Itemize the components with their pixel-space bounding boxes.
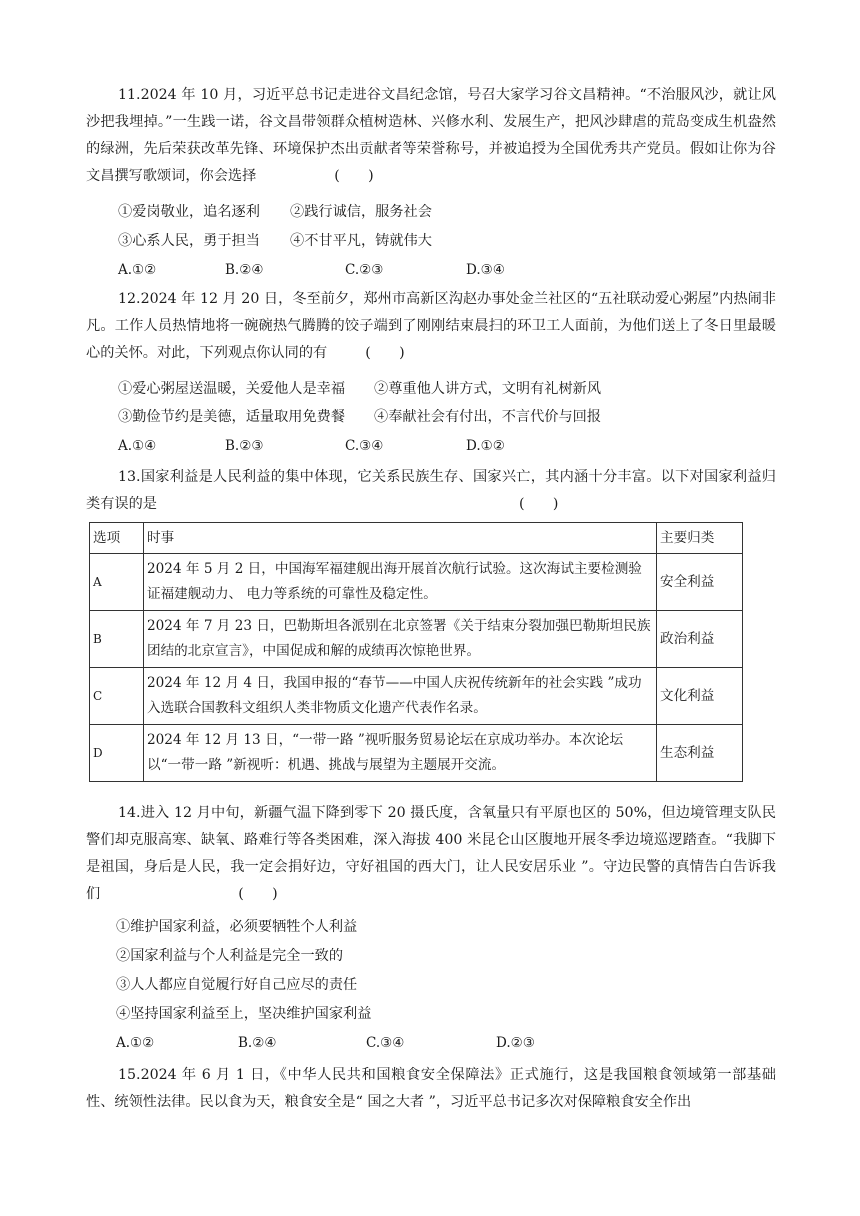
question-11-option-3: ③心系人民，勇于担当 bbox=[118, 233, 260, 249]
question-11-choice-d: D.③④ bbox=[466, 262, 505, 278]
question-14-option-4: ④坚持国家利益至上，坚决维护国家利益 bbox=[116, 1006, 372, 1022]
table-row bbox=[90, 611, 743, 668]
question-12-answer-blank: ( ) bbox=[365, 345, 405, 361]
question-13-stem bbox=[86, 464, 776, 518]
question-15-text: 15.2024 年 6 月 1 日，《中华人民共和国粮食安全保障法》正式施行，这是我国粮食领域第一部基础性、统领性法律。民以食为天，粮食安全是“ 国之大者 ”，习近平总书记多次对保障粮食安全作出 bbox=[86, 1067, 776, 1110]
question-11-text: 11.2024 年 10 月，习近平总书记走进谷文昌纪念馆，号召大家学习谷文昌精神。“不治服风沙，就让风沙把我埋掉。”一生践一诺，谷文昌带领群众植树造林、兴修水利、发展生产，把风沙肆虐的荒岛变成生机盎然的绿洲，先后荣获改革先锋、环境保护杰出贡献者等荣誉称号，并被追授为全国优秀共产党员。假如让你为谷文昌撰写歌颂词，你会选择 bbox=[86, 87, 776, 184]
question-11-answer-blank: ( ) bbox=[334, 168, 374, 184]
question-11-option-4: ④不甘平凡，铸就伟大 bbox=[290, 233, 432, 249]
question-15-stem bbox=[86, 1062, 776, 1116]
table-cell-category: 安全利益 bbox=[657, 554, 743, 611]
question-13-text: 13.国家利益是人民利益的集中体现，它关系民族生存、国家兴亡，其内涵十分丰富。以下对国家利益归类有误的是 bbox=[86, 469, 776, 512]
question-14-stem bbox=[86, 800, 776, 908]
question-12-choice-c: C.③④ bbox=[345, 438, 384, 454]
question-11-choice-b: B.②④ bbox=[225, 262, 264, 278]
question-14-text: 14.进入 12 月中旬，新疆气温下降到零下 20 摄氏度，含氧量只有平原也区的 50%，但边境管理支队民警们却克服高寒、缺氧、路难行等各类困难，深入海拔 400 米昆仑山区腹地开展冬季边境巡逻踏查。“我脚下是祖国，身后是人民，我一定会捐好边，守好祖国的西大门，让人民安居乐业 ”。守边民警的真情告白告诉我们 bbox=[86, 805, 776, 902]
question-12-text: 12.2024 年 12 月 20 日，冬至前夕，郑州市高新区沟赵办事处金兰社区的“五社联动爱心粥屋”内热闹非凡。工作人员热情地将一碗碗热气腾腾的饺子端到了刚刚结束晨扫的环卫工人面前，为他们送上了冬日里最暖心的关怀。对此，下列观点你认同的有 bbox=[86, 291, 776, 361]
question-11-option-1: ①爱岗敬业，追名逐利 bbox=[118, 204, 260, 220]
question-11-choice-a: A.①② bbox=[118, 262, 157, 278]
table-cell-category: 生态利益 bbox=[657, 725, 743, 782]
table-cell-event: 2024 年 5 月 2 日，中国海军福建舰出海开展首次航行试验。这次海试主要检测验证福建舰动力、 电力等系统的可靠性及稳定性。 bbox=[144, 554, 657, 611]
table-row bbox=[90, 554, 743, 611]
table-row bbox=[90, 725, 743, 782]
question-14-answer-blank: ( ) bbox=[238, 886, 278, 902]
table-cell-category: 文化利益 bbox=[657, 668, 743, 725]
question-13-table bbox=[89, 522, 743, 782]
question-11-option-2: ②践行诚信，服务社会 bbox=[290, 204, 432, 220]
question-14-option-2: ②国家利益与个人利益是完全一致的 bbox=[116, 948, 344, 964]
table-cell-option: B bbox=[90, 611, 144, 668]
question-14-choice-b: B.②④ bbox=[238, 1035, 277, 1051]
question-13-answer-blank: ( ) bbox=[518, 496, 559, 512]
question-12-choice-a: A.①④ bbox=[118, 438, 157, 454]
question-12-option-2: ②尊重他人讲方式，文明有礼树新风 bbox=[374, 381, 602, 397]
table-cell-event: 2024 年 12 月 13 日，“一带一路 ”视听服务贸易论坛在京成功举办。本次论坛以“一带一路 ”新视听：机遇、挑战与展望为主题展开交流。 bbox=[144, 725, 657, 782]
table-cell-event: 2024 年 12 月 4 日，我国申报的“春节——中国人庆祝传统新年的社会实践 ”成功入选联合国教科文组织人类非物质文化遗产代表作名录。 bbox=[144, 668, 657, 725]
question-14-option-1: ①维护国家利益，必须要牺牲个人利益 bbox=[116, 919, 358, 935]
question-12-option-4: ④奉献社会有付出，不言代价与回报 bbox=[374, 409, 602, 425]
question-12-option-3: ③勤俭节约是美德，适量取用免费餐 bbox=[118, 409, 346, 425]
question-11-choice-c: C.②③ bbox=[345, 262, 384, 278]
question-12-choice-b: B.②③ bbox=[225, 438, 264, 454]
question-11-stem bbox=[86, 82, 776, 190]
table-header-category: 主要归类 bbox=[657, 523, 743, 554]
question-14-option-3: ③人人都应自觉履行好自己应尽的责任 bbox=[116, 977, 358, 993]
question-14-choice-a: A.①② bbox=[116, 1035, 155, 1051]
table-cell-option: D bbox=[90, 725, 144, 782]
table-header-row bbox=[90, 523, 743, 554]
question-14-choice-c: C.③④ bbox=[366, 1035, 405, 1051]
table-header-option: 选项 bbox=[90, 523, 144, 554]
question-12-stem bbox=[86, 286, 776, 367]
table-cell-option: A bbox=[90, 554, 144, 611]
question-14-choice-d: D.②③ bbox=[496, 1035, 535, 1051]
table-row bbox=[90, 668, 743, 725]
table-cell-option: C bbox=[90, 668, 144, 725]
table-cell-event: 2024 年 7 月 23 日，巴勒斯坦各派别在北京签署《关于结束分裂加强巴勒斯坦民族团结的北京宣言》，中国促成和解的成绩再次惊艳世界。 bbox=[144, 611, 657, 668]
question-12-option-1: ①爱心粥屋送温暖，关爱他人是幸福 bbox=[118, 381, 346, 397]
table-header-event: 时事 bbox=[144, 523, 657, 554]
table-cell-category: 政治利益 bbox=[657, 611, 743, 668]
question-12-choice-d: D.①② bbox=[466, 438, 505, 454]
